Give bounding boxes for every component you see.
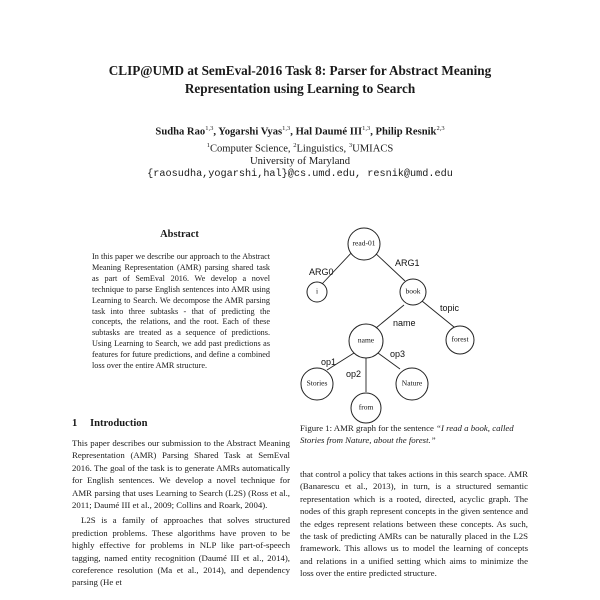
edge-label-arg0: ARG0 [309,267,334,277]
author-separator: , [370,126,373,138]
title-line-1: CLIP@UMD at SemEval-2016 Task 8: Parser for Abstract Meaning [108,63,492,78]
node-nature [396,368,428,400]
edge-label-topic: topic [440,303,460,313]
node-label: Nature [401,378,423,388]
node-name [349,324,383,358]
author-affiliation-mark: 2,3 [436,125,445,132]
abstract-heading: Abstract [160,229,199,240]
edge-label-op1: op1 [321,357,337,367]
author-name: Sudha Rao [155,126,206,138]
edge-label-op3: op3 [390,349,406,359]
abstract-text: In this paper we describe our approach to the Abstract Meaning Representation (AMR) parsing shared task as part of SemEval 2016. We develop a novel technique to parse English sentences into AMR using Learning to Search. We decompose the AMR parsing task into three subtasks - that of predicting the concepts, the relations, and the root. Each of these subtasks are treated as a sequence of predictions. Using Learning to Search, we add past predictions as features for future predictions, and define a combined loss over the entire AMR structure. [92,252,270,371]
introduction-body [72,437,290,592]
node-stories [301,368,333,400]
figure-caption [300,422,528,447]
edge-label-op2: op2 [346,369,362,379]
right-column-body: that control a policy that takes actions in this search space. AMR (Banarescu et al., 2013), in turn, is a structured semantic representation which is a rooted, directed, acyclic graph. The nodes of this graph represent concepts in the given sentence and the edges represent relations between these concepts. As such, the task of predicting AMRs can be naturally placed in the L2S framework. This allows us to model the learning of concepts and relations in a unified setting which aims to minimize the loss over the entire predicted structure. [300,469,528,579]
author-name: Yogarshi Vyas [218,126,283,138]
node-label: read-01 [352,238,376,248]
author-affiliation-mark: 1,3 [205,125,214,132]
node-i [307,282,327,302]
edge-label-name: name [393,318,416,328]
node-label: from [358,402,374,412]
author-name: Hal Daumé III [295,126,363,138]
university: University of Maryland [249,156,351,168]
paper-title [40,62,560,98]
affiliations: $^1$Computer Science, $^2$Linguistics, $^3$UMIACS [206,141,394,155]
title-line-2: Representation using Learning to Search [184,81,416,96]
caption-sentence: “I read a book, called Stories from Nature, about the forest.” [300,423,514,446]
node-label: Stories [306,378,328,388]
author-affiliation-mark: 1,3 [282,125,291,132]
node-label: book [405,286,421,296]
amr-graph [296,225,528,425]
author-separator: , [290,126,293,138]
author-name: Philip Resnik [375,126,437,138]
node-label: name [357,335,375,345]
node-forest [446,326,474,354]
author-block [40,122,560,181]
caption-label: Figure 1: AMR graph for the sentence [300,423,437,433]
author-list [40,122,560,139]
author-affiliation-mark: 1,3 [362,125,371,132]
node-from [351,393,381,423]
edge-label-arg1: ARG1 [395,258,420,268]
intro-paragraph-1: This paper describes our submission to the Abstract Meaning Representation (AMR) Parsing Shared Task at SemEval 2016. The goal of the task is to generate AMRs automatically for English sentences. We develop a novel technique for AMR parsing that uses Learning to Search (L2S) (Ross et al., 2011; Daumé III et al., 2009; Collins and Roark, 2004). [72,438,290,511]
section-number: 1 [72,418,78,429]
section-heading-introduction [72,418,148,429]
node-label: forest [451,334,469,344]
author-separator: , [213,126,216,138]
amr-graph-figure [296,225,528,425]
node-book [400,279,426,305]
node-label: i [315,286,319,296]
author-emails: {raosudha,yogarshi,hal}@cs.umd.edu, resnik@umd.edu [147,169,453,181]
section-title: Introduction [90,418,148,429]
intro-paragraph-2: L2S is a family of approaches that solves structured prediction problems. These algorithms have proven to be highly effective for problems in NLP like part-of-speech tagging, named entity recognition (Daumé III et al., 2014), coreference resolution (Ma et al., 2014), and dependency parsing (He et [72,515,290,588]
node-root [348,228,380,260]
